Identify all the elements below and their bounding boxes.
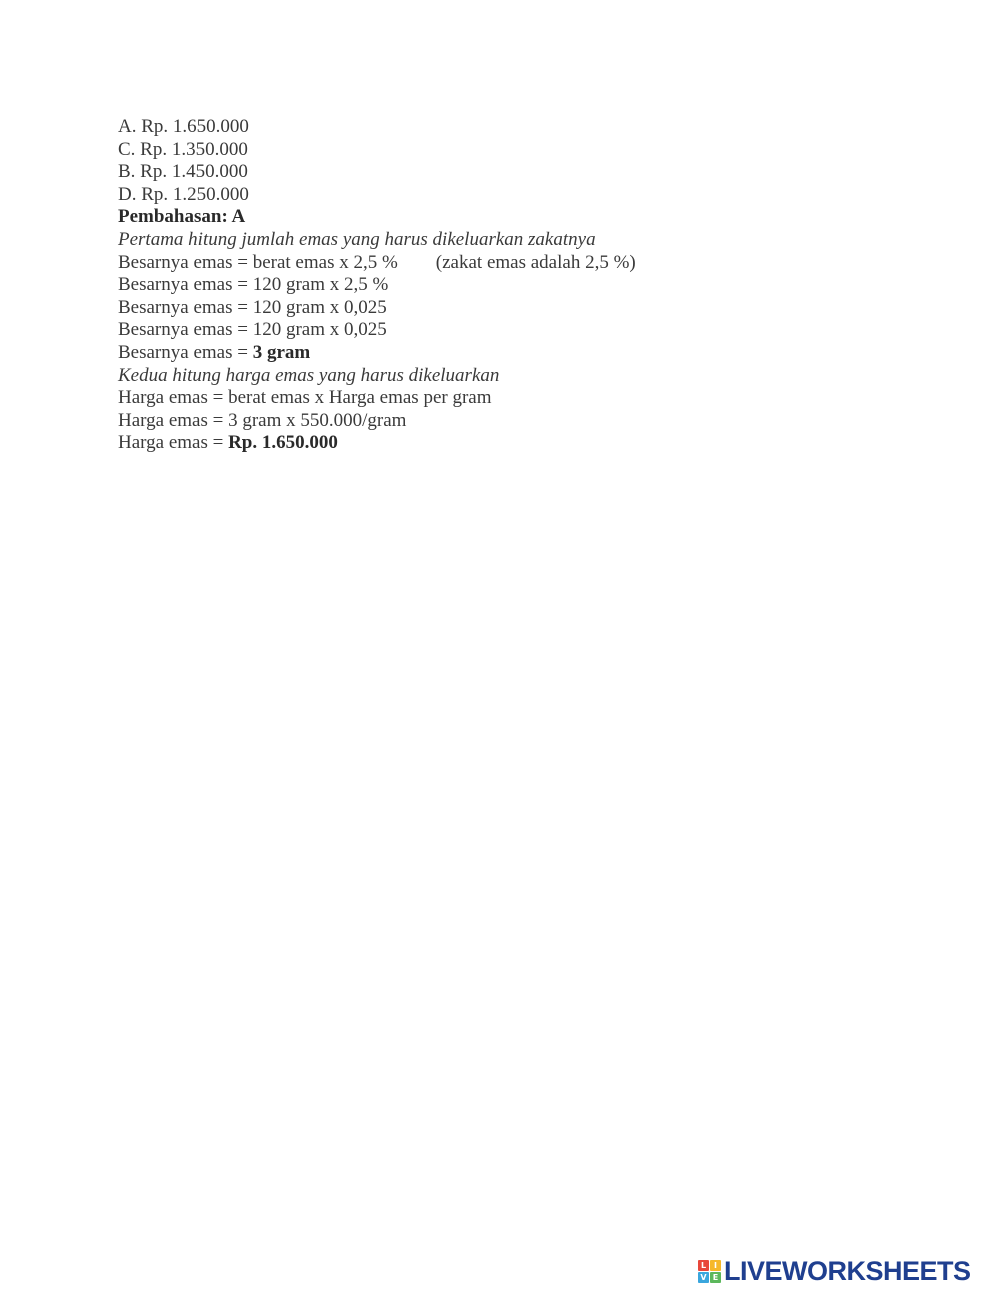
step1-line-4: Besarnya emas = 120 gram x 0,025 — [118, 319, 387, 341]
step1-line-5 — [118, 342, 918, 365]
step2-line-1: Harga emas = berat emas x Harga emas per gram — [118, 387, 492, 409]
option-b: B. Rp. 1.450.000 — [118, 161, 248, 183]
step1-line-1-note: (zakat emas adalah 2,5 %) — [435, 251, 636, 273]
step1-line-5-prefix: Besarnya emas = — [118, 341, 253, 363]
step1-heading: Pertama hitung jumlah emas yang harus dikeluarkan zakatnya — [118, 228, 596, 250]
brand-name: LIVEWORKSHEETS — [724, 1255, 971, 1286]
liveworksheets-brand — [698, 1256, 971, 1286]
option-c: C. Rp. 1.350.000 — [118, 138, 248, 160]
logo-letter-v: V — [698, 1272, 709, 1283]
document-body — [118, 116, 918, 455]
final-result: Rp. 1.650.000 — [228, 432, 338, 454]
step1-line-1-text: Besarnya emas = berat emas x 2,5 % — [118, 251, 398, 273]
option-d: D. Rp. 1.250.000 — [118, 183, 249, 205]
logo-letter-e: E — [710, 1272, 721, 1283]
logo-letter-i: I — [710, 1260, 721, 1271]
step2-line-3 — [118, 432, 918, 455]
option-a: A. Rp. 1.650.000 — [118, 116, 249, 137]
liveworksheets-logo-icon — [698, 1260, 721, 1283]
step2-heading: Kedua hitung harga emas yang harus dikeluarkan — [118, 364, 500, 386]
step1-line-3: Besarnya emas = 120 gram x 0,025 — [118, 296, 387, 318]
step1-result: 3 gram — [252, 341, 311, 363]
step1-line-2: Besarnya emas = 120 gram x 2,5 % — [118, 274, 389, 296]
step1-line-1 — [118, 252, 918, 275]
logo-letter-l: L — [698, 1260, 709, 1271]
step2-line-3-prefix: Harga emas = — [118, 432, 229, 454]
answer-heading: Pembahasan: A — [118, 206, 246, 228]
step2-line-2: Harga emas = 3 gram x 550.000/gram — [118, 409, 407, 431]
